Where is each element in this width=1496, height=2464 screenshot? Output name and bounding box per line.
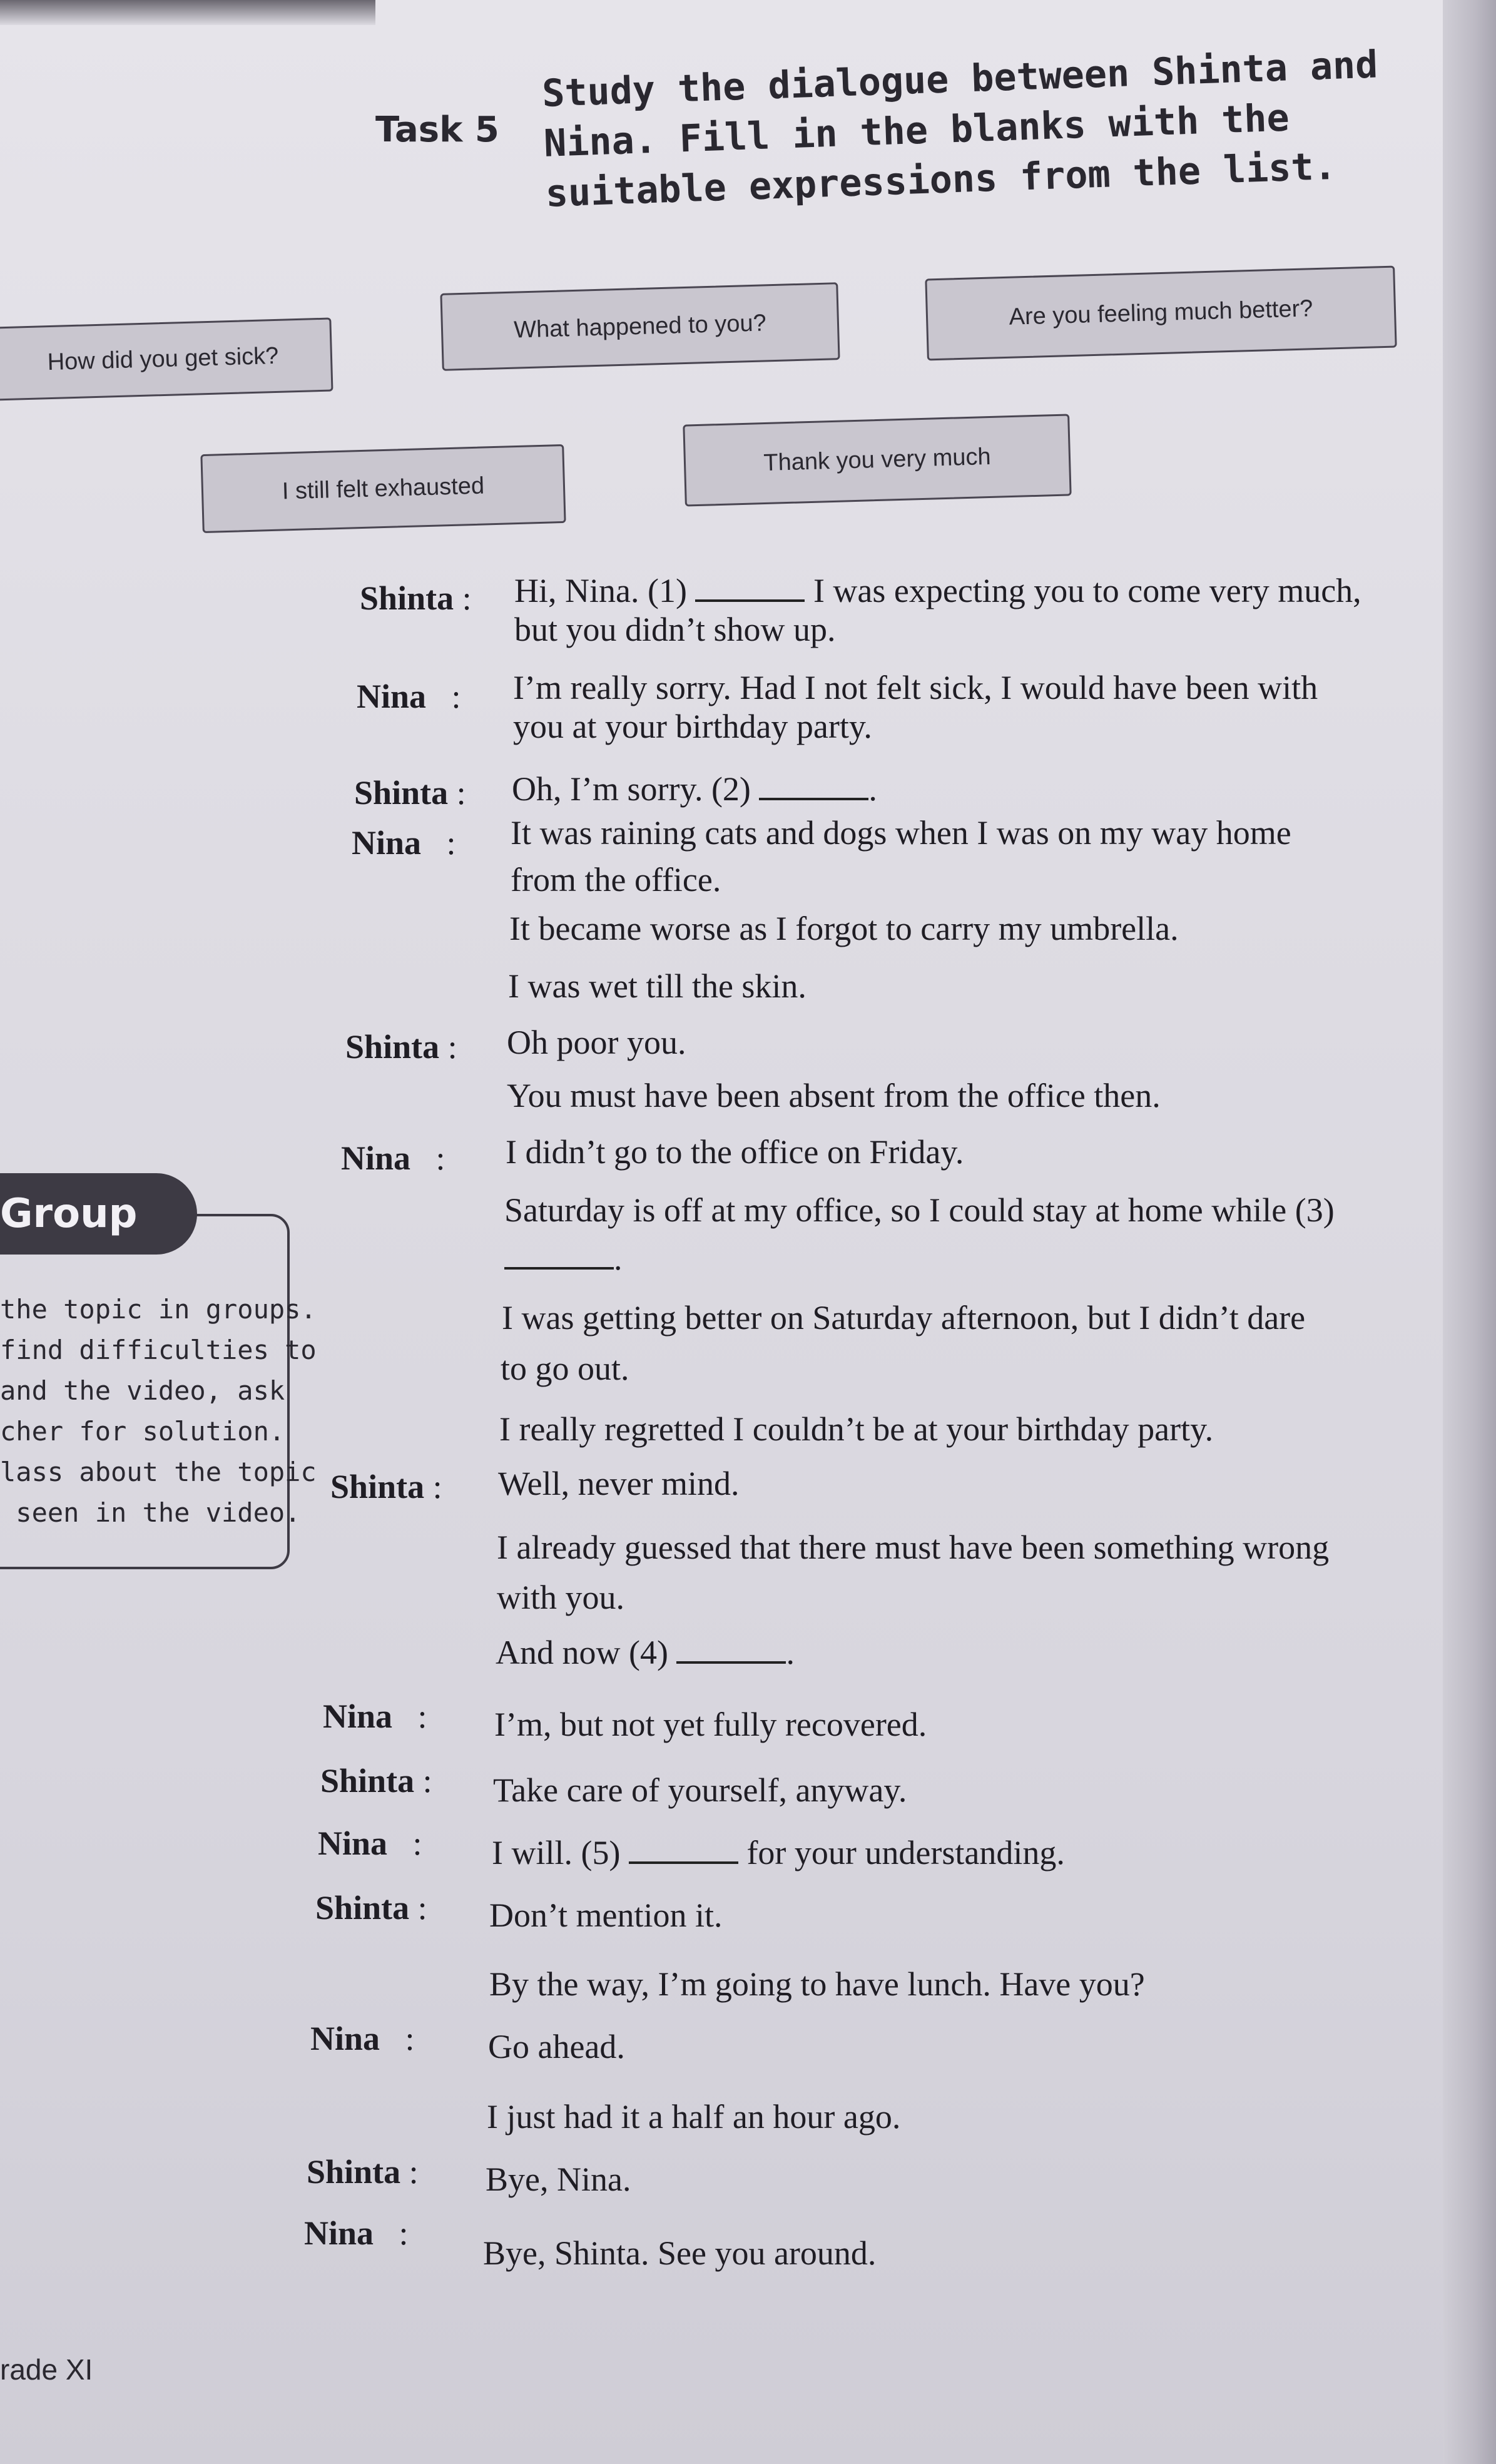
speaker-name: Shinta bbox=[315, 1889, 410, 1927]
dialogue-turn: Shinta : bbox=[354, 774, 466, 812]
dialogue-line: I really regretted I couldn’t be at your birthday party. bbox=[499, 1410, 1214, 1448]
speaker-name: Shinta bbox=[320, 1762, 415, 1800]
photo-edge-shadow bbox=[0, 0, 375, 25]
speaker-name: Nina bbox=[318, 1825, 388, 1862]
dialogue-turn: Nina : bbox=[341, 1139, 445, 1177]
speaker-name: Shinta bbox=[330, 1468, 425, 1505]
dialogue-line: . bbox=[504, 1239, 623, 1278]
dialogue-line: Oh poor you. bbox=[507, 1024, 686, 1061]
dialogue-line: Oh, I’m sorry. (2) . bbox=[512, 770, 877, 808]
task-number: Task 5 bbox=[375, 109, 499, 150]
group-activity-text: the topic in groups. find difficulties to and the video, ask cher for solution. lass about the topic seen in the video. bbox=[0, 1294, 317, 1528]
expression-box: How did you get sick? bbox=[0, 317, 333, 400]
blank-5 bbox=[629, 1849, 738, 1864]
speaker-name: Shinta bbox=[345, 1028, 440, 1066]
dialogue-line: I was wet till the skin. bbox=[508, 967, 807, 1005]
dialogue-turn: Nina : bbox=[304, 2214, 409, 2252]
blank-3 bbox=[504, 1255, 614, 1270]
dialogue-turn: Nina : bbox=[357, 678, 461, 715]
dialogue-line: I didn’t go to the office on Friday. bbox=[506, 1133, 964, 1171]
dialogue-line: I’m, but not yet fully recovered. bbox=[494, 1706, 927, 1743]
dialogue-turn: Shinta : bbox=[330, 1468, 442, 1505]
dialogue-line: from the office. bbox=[511, 861, 721, 899]
dialogue-line: And now (4) . bbox=[496, 1634, 795, 1671]
dialogue-line: I’m really sorry. Had I not felt sick, I would have been with bbox=[513, 669, 1318, 706]
expression-box: Are you feeling much better? bbox=[925, 266, 1397, 361]
task-instruction: Study the dialogue between Shinta and Nina. Fill in the blanks with the suitable expressions from the list. bbox=[541, 43, 1379, 216]
dialogue-turn: Shinta : bbox=[307, 2153, 419, 2191]
speaker-name: Nina bbox=[304, 2214, 374, 2252]
dialogue-turn: Nina : bbox=[318, 1825, 422, 1862]
speaker-name: Shinta bbox=[354, 774, 449, 812]
dialogue-line: You must have been absent from the office then. bbox=[507, 1077, 1161, 1114]
speaker-name: Nina bbox=[341, 1139, 411, 1177]
dialogue-line: It became worse as I forgot to carry my umbrella. bbox=[509, 910, 1179, 947]
dialogue-line: It was raining cats and dogs when I was on my way home bbox=[511, 814, 1291, 852]
dialogue-line: I just had it a half an hour ago. bbox=[487, 2098, 901, 2136]
blank-2 bbox=[759, 785, 868, 800]
page-curl-edge bbox=[1443, 0, 1496, 2464]
speaker-name: Nina bbox=[323, 1698, 393, 1735]
dialogue-line: but you didn’t show up. bbox=[514, 611, 836, 648]
dialogue-line: By the way, I’m going to have lunch. Have you? bbox=[489, 1965, 1145, 2003]
dialogue-turn: Shinta : bbox=[360, 579, 472, 617]
dialogue-line: Bye, Nina. bbox=[486, 2161, 631, 2198]
dialogue-line: I will. (5) for your understanding. bbox=[492, 1834, 1065, 1871]
dialogue-turn: Shinta : bbox=[345, 1028, 457, 1066]
speaker-name: Shinta bbox=[360, 579, 454, 617]
dialogue-line: Well, never mind. bbox=[498, 1465, 740, 1502]
expression-box: I still felt exhausted bbox=[200, 444, 566, 533]
speaker-name: Nina bbox=[310, 2020, 380, 2057]
blank-1 bbox=[695, 587, 805, 602]
speaker-name: Nina bbox=[357, 678, 427, 715]
dialogue-line: Hi, Nina. (1) I was expecting you to come very much, bbox=[514, 572, 1361, 609]
dialogue-line: I already guessed that there must have been something wrong bbox=[497, 1529, 1330, 1566]
speaker-name: Shinta bbox=[307, 2153, 401, 2191]
dialogue-line: with you. bbox=[497, 1579, 625, 1616]
dialogue-line: Bye, Shinta. See you around. bbox=[483, 2234, 877, 2272]
dialogue-line: Take care of yourself, anyway. bbox=[493, 1771, 907, 1809]
dialogue-turn: Nina : bbox=[323, 1698, 427, 1735]
dialogue-line: to go out. bbox=[501, 1350, 629, 1387]
dialogue-line: Saturday is off at my office, so I could stay at home while (3) bbox=[504, 1191, 1335, 1229]
group-tab: Group bbox=[0, 1173, 197, 1255]
page-footer: rade XI bbox=[0, 2353, 93, 2386]
speaker-name: Nina bbox=[352, 824, 422, 862]
dialogue-line: Go ahead. bbox=[488, 2028, 625, 2065]
expression-box: What happened to you? bbox=[440, 282, 840, 371]
dialogue-turn: Shinta : bbox=[320, 1762, 432, 1800]
dialogue-turn: Nina : bbox=[352, 824, 456, 862]
blank-4 bbox=[676, 1649, 786, 1664]
dialogue-line: you at your birthday party. bbox=[513, 708, 872, 745]
dialogue-turn: Nina : bbox=[310, 2020, 415, 2057]
dialogue-line: Don’t mention it. bbox=[489, 1896, 723, 1934]
dialogue-turn: Shinta : bbox=[315, 1889, 427, 1927]
expression-box: Thank you very much bbox=[683, 414, 1071, 506]
dialogue-line: I was getting better on Saturday afternoon, but I didn’t dare bbox=[502, 1299, 1306, 1336]
